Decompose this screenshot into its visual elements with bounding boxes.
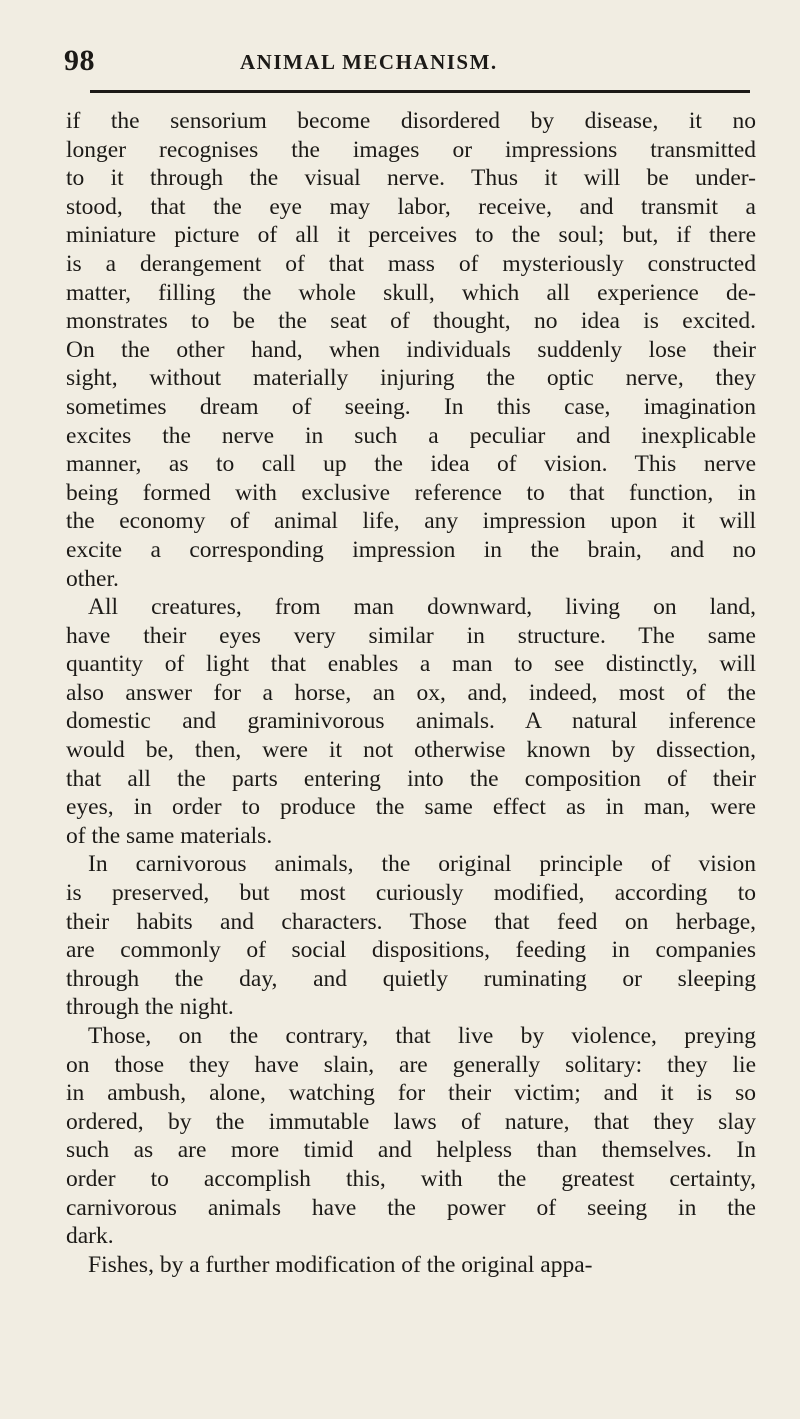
text-line: sight, without materially injuring the optic nerve, they	[66, 365, 756, 392]
text-line: on those they have slain, are generally solitary: they lie	[66, 1051, 756, 1078]
text-line: monstrates to be the seat of thought, no idea is excited.	[66, 308, 756, 335]
text-line: matter, filling the whole skull, which all experience de-	[66, 279, 756, 306]
text-line: stood, that the eye may labor, receive, and transmit a	[66, 193, 756, 220]
text-line: being formed with exclusive reference to that function, in	[66, 479, 756, 506]
running-head: ANIMAL MECHANISM.	[240, 50, 498, 74]
body-text	[66, 107, 756, 1279]
text-line: dark.	[66, 1223, 114, 1250]
text-line: sometimes dream of seeing. In this case, imagination	[66, 393, 756, 420]
text-line: ordered, by the immutable laws of nature, that they slay	[66, 1108, 756, 1135]
text-line: is preserved, but most curiously modified, according to	[66, 880, 756, 907]
text-line: if the sensorium become disordered by disease, it no	[66, 108, 756, 134]
text-line: In carnivorous animals, the original principle of vision	[88, 851, 756, 878]
text-line: are commonly of social dispositions, feeding in companies	[66, 937, 756, 964]
text-line: longer recognises the images or impressions transmitted	[66, 136, 756, 163]
text-line: such as are more timid and helpless than themselves. In	[66, 1137, 756, 1164]
text-line: other.	[66, 565, 119, 592]
text-line: Those, on the contrary, that live by violence, preying	[88, 1023, 756, 1049]
text-line: in ambush, alone, watching for their victim; and it is so	[66, 1080, 756, 1107]
text-line: quantity of light that enables a man to see distinctly, will	[66, 651, 756, 678]
text-line: On the other hand, when individuals suddenly lose their	[66, 336, 756, 363]
text-line: order to accomplish this, with the greatest certainty,	[66, 1165, 756, 1192]
text-line: their habits and characters. Those that feed on herbage,	[66, 908, 756, 935]
text-line: eyes, in order to produce the same effect as in man, were	[66, 794, 756, 821]
text-line: of the same materials.	[66, 822, 273, 849]
text-line: through the day, and quietly ruminating or sleeping	[66, 965, 756, 992]
header-rule	[90, 90, 750, 93]
text-line: also answer for a horse, an ox, and, indeed, most of the	[66, 679, 756, 706]
text-line: All creatures, from man downward, living on land,	[88, 594, 756, 621]
text-line: through the night.	[66, 994, 234, 1021]
text-line: excite a corresponding impression in the brain, and no	[66, 536, 756, 563]
text-line: have their eyes very similar in structure. The same	[66, 622, 756, 649]
text-line: Fishes, by a further modification of the original appa-	[88, 1251, 593, 1278]
text-line: domestic and graminivorous animals. A natural inference	[66, 708, 756, 735]
text-line: is a derangement of that mass of mysteriously constructed	[66, 250, 756, 277]
text-line: manner, as to call up the idea of vision. This nerve	[66, 451, 756, 478]
text-line: to it through the visual nerve. Thus it will be under-	[66, 165, 756, 192]
text-line: carnivorous animals have the power of seeing in the	[66, 1194, 756, 1221]
page-number: 98	[64, 44, 95, 77]
text-line: would be, then, were it not otherwise known by dissection,	[66, 737, 756, 764]
text-line: that all the parts entering into the composition of their	[66, 765, 756, 792]
text-line: excites the nerve in such a peculiar and inexplicable	[66, 422, 756, 449]
text-line: the economy of animal life, any impression upon it will	[66, 508, 756, 535]
text-line: miniature picture of all it perceives to the soul; but, if there	[66, 222, 756, 249]
